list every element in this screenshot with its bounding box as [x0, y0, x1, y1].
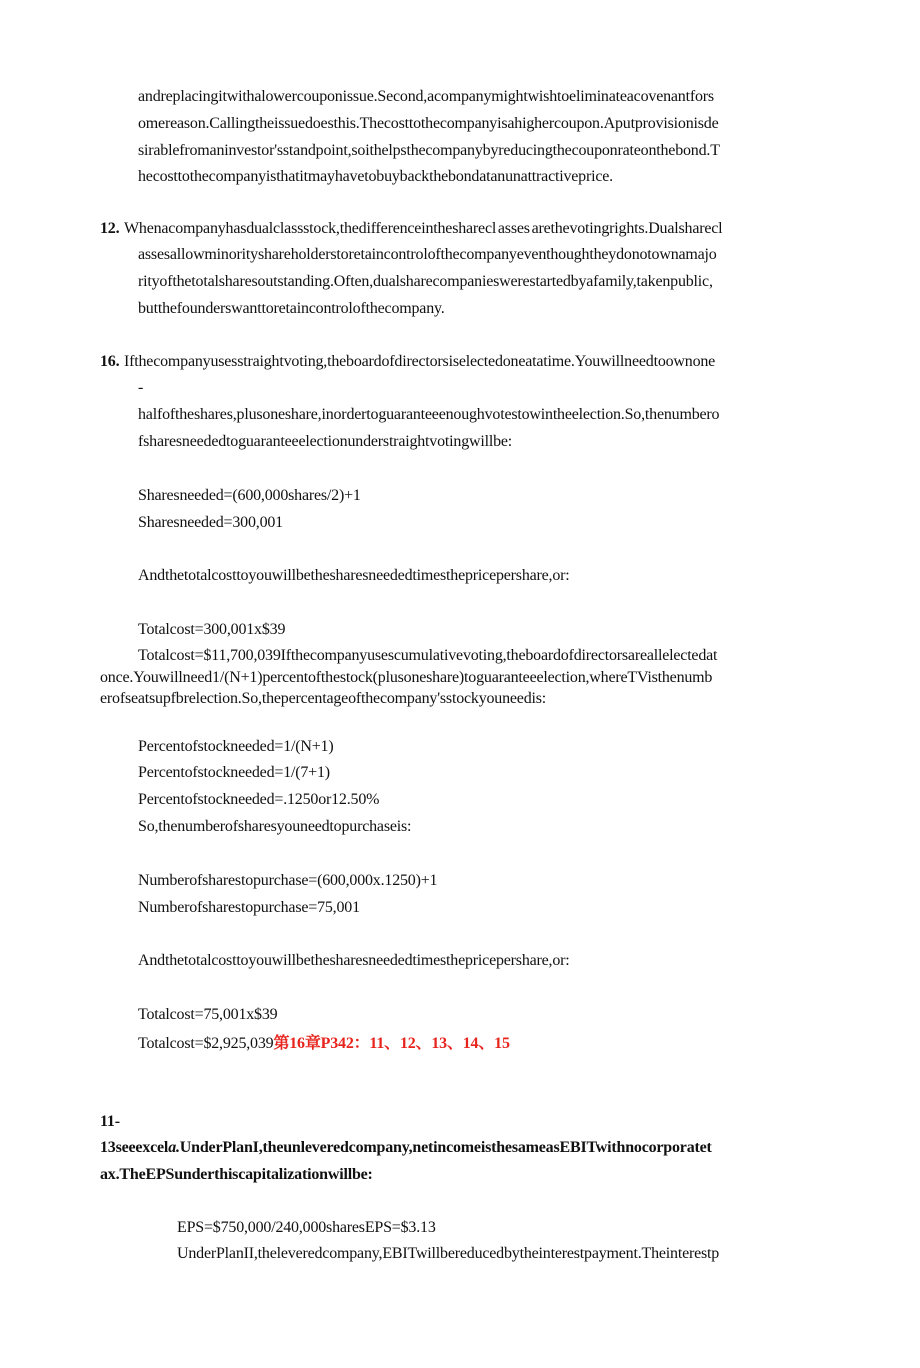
q16-text-3: Andthetotalcosttoyouwillbethesharesneededtimesthepricepershare,or:: [138, 952, 570, 969]
calc-shares-needed-formula: Sharesneeded=(600,000shares/2)+1: [138, 487, 361, 504]
q12-line-3: rityofthetotalsharesoutstanding.Often,dualsharecompanieswerestartedbyafamily,takenpublic,: [138, 273, 713, 290]
q12-number: 12.: [100, 220, 120, 237]
q16-text-2: So,thenumberofsharesyouneedtopurchaseis:: [138, 818, 412, 835]
section-11-line-2: ax.TheEPSunderthiscapitalizationwillbe:: [100, 1166, 373, 1183]
intro-line-1: andreplacingitwithalowercouponissue.Second,acompanymightwishtoeliminateacovenantfors: [138, 88, 714, 105]
intro-line-4: hecosttothecompanyisthatitmayhavetobuybackthebondatanunattractiveprice.: [138, 168, 613, 185]
q16-line-3: halfoftheshares,plusoneshare,inordertoguaranteeenoughvotestowintheelection.So,thenumbero: [138, 406, 720, 423]
calc-number-purchase-formula: Numberofsharestopurchase=(600,000x.1250)+1: [138, 872, 438, 889]
q16-number: 16.: [100, 353, 120, 370]
calc-number-purchase-result: Numberofsharestopurchase=75,001: [138, 899, 360, 916]
q16-line-4: fsharesneededtoguaranteeelectionunderstraightvotingwillbe:: [138, 433, 513, 450]
calc-percent-3: Percentofstockneeded=.1250or12.50%: [138, 791, 380, 808]
intro-line-3: sirablefromaninvestor'sstandpoint,soithelpsthecompanybyreducingthecouponrateonthebond.T: [138, 142, 720, 159]
calc-percent-2: Percentofstockneeded=1/(7+1): [138, 764, 330, 781]
intro-line-2: omereason.Callingtheissuedoesthis.Thecosttothecompanyisahighercoupon.Aputprovisionisde: [138, 115, 719, 132]
calc-shares-needed-result: Sharesneeded=300,001: [138, 514, 283, 531]
calc-percent-1: Percentofstockneeded=1/(N+1): [138, 738, 334, 755]
q16-line-1: Ifthecompanyusesstraightvoting,theboardofdirectorsiselectedoneatatime.Youwillneedtoownone: [124, 353, 716, 370]
q16-cont-line-2: erofseatsupfbrelection.So,thepercentageofthecompany'sstockyouneedis:: [100, 690, 547, 707]
section-11-part-a: a.: [168, 1139, 180, 1156]
q16-line-2: -: [138, 379, 144, 396]
section-11-prefix: 13seeexcel: [100, 1139, 169, 1156]
calc-total-cost-2-formula: Totalcost=75,001x$39: [138, 1006, 278, 1023]
q12-line-2: assesallowminorityshareholderstoretaincontrolofthecompanyeventhoughtheydonotownamajo: [138, 246, 717, 263]
calc-total-cost-2-result: Totalcost=$2,925,039: [138, 1035, 274, 1052]
eps-calculation: EPS=$750,000/240,000sharesEPS=$3.13: [177, 1219, 436, 1236]
plan2-text: UnderPlanII,theleveredcompany,EBITwillbereducedbytheinterestpayment.Theinterestp: [177, 1245, 720, 1262]
q16-text-1: Andthetotalcosttoyouwillbethesharesneededtimesthepricepershare,or:: [138, 567, 570, 584]
calc-total-cost-formula: Totalcost=300,001x$39: [138, 621, 286, 638]
q12-line-1: Whenacompanyhasdualclassstock,thedifferenceinthesharecl asses arethevotingrights.Dualsharecl: [124, 220, 723, 237]
q12-line-4: butthefounderswanttoretaincontrolofthecompany.: [138, 300, 445, 317]
chapter-heading: 第16章P342：11、12、13、14、15: [273, 1035, 510, 1052]
calc-total-cost-result: Totalcost=$11,700,039Ifthecompanyusescumulativevoting,theboardofdirectorsareallelectedat: [138, 647, 718, 664]
section-11-line-1: [100, 1138, 712, 1158]
calc-total-cost-2-result-row: [138, 1034, 510, 1054]
section-11-rest: UnderPlanI,theunleveredcompany,netincomeisthesameasEBITwithnocorporatet: [179, 1139, 712, 1156]
q16-cont-line-1: once.Youwillneed1/(N+1)percentofthestock(plusoneshare)toguaranteeelection,whereTVisthenumb: [100, 669, 713, 686]
section-11-label: 11-: [100, 1113, 120, 1130]
